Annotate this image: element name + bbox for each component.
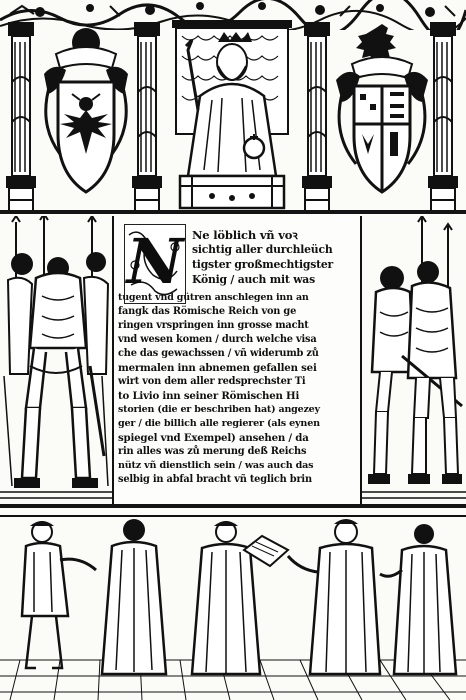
text-line-3: tigster großmechtigster [192,258,334,271]
text-line-5: tugent vnd gütren anschlegen inn an [118,292,309,303]
text-line-7: ringen vrspringen inn grosse macht [118,320,309,331]
text-line-11: wirt von dem aller redsprechster Ti [118,376,306,387]
eagle-coat-of-arms-icon [36,24,136,200]
column-right-inner [302,22,332,212]
text-line-9: che das gewachssen / vñ widerumb zů [118,348,319,359]
soldiers-left-icon [0,216,112,504]
cross-coat-of-arms-icon [332,24,432,200]
text-line-2: sichtig aller durchleüch [192,243,333,256]
text-line-14: ger / die billich alle regierer (als eynen [118,418,320,429]
column-right-outer [428,22,458,212]
right-soldiers-woodcut [360,216,466,504]
text-line-13: storien (die er beschriben hat) angezey [118,404,320,415]
bottom-scholars-woodcut [0,510,466,700]
text-line-6: fangk das Römische Reich von ge [118,306,297,317]
left-soldiers-woodcut [0,216,114,504]
text-line-16: rin alles was zů merung deß Reichs [118,446,307,457]
bottom-divider-rule [0,504,466,508]
text-line-15: spiegel vnd Exempel) ansehen / da [118,432,309,444]
scholars-procession-icon [0,510,466,700]
text-line-12: to Livio inn seiner Römischen Hi [118,390,300,402]
enthroned-king-icon [162,16,302,212]
text-line-1: Ne löblich vñ voꝛ [192,228,298,242]
text-line-4: König / auch mit was [192,273,315,286]
soldiers-right-icon [362,216,466,504]
text-column [114,216,360,504]
text-line-8: vnd wesen komen / durch welche visa [118,334,317,345]
top-woodcut-panel [0,0,466,214]
column-left-inner [132,22,162,212]
text-line-10: mermalen inn abnemen gefallen sei [118,362,317,374]
initial-letter: N [126,225,184,298]
top-divider-rule [0,210,466,214]
column-left-outer [6,22,36,212]
text-line-18: selbig in abfal bracht vñ teglich brin [118,474,312,485]
text-line-17: nütz vñ dienstlich sein / was auch das [118,460,314,471]
